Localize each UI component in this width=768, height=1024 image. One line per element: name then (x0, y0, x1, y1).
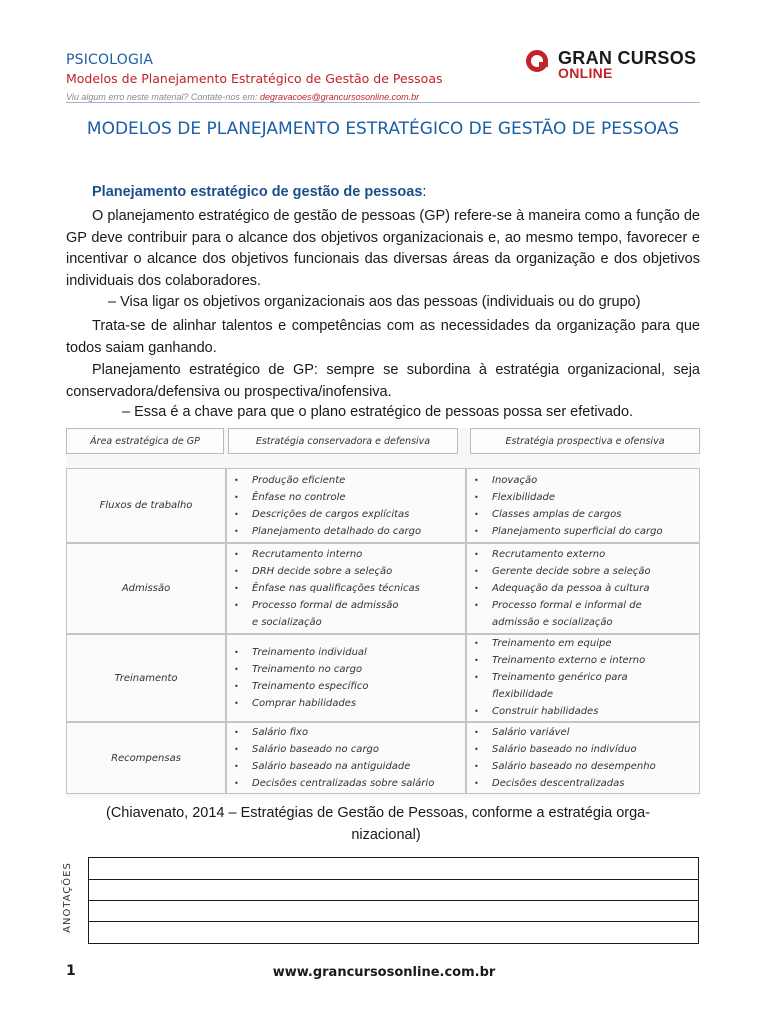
table-header-conservadora: Estratégia conservadora e defensiva (228, 428, 458, 454)
list-item: • Comprar habilidades (230, 695, 369, 712)
list-item: • Classes amplas de cargos (470, 506, 663, 523)
list-item: • Ênfase nas qualificações técnicas (230, 580, 460, 597)
list-item: • Processo formal e informal de admissão e socialização (470, 597, 642, 631)
list-item: • Flexibilidade (470, 489, 663, 506)
list-item: • Inovação (470, 472, 663, 489)
list-item: • Treinamento genérico para flexibilidade (470, 669, 642, 703)
table-caption (106, 803, 692, 846)
list-item: • Planejamento detalhado do cargo (230, 523, 421, 540)
notes-line (89, 900, 698, 901)
list-item: • Decisões descentralizadas (470, 775, 656, 792)
prospectiva-list (470, 472, 663, 540)
conservadora-list (230, 472, 421, 540)
notes-line (89, 879, 698, 880)
area-name: Fluxos de trabalho (99, 500, 193, 511)
prospectiva-list (470, 635, 645, 720)
list-item: • Treinamento em equipe (470, 635, 645, 652)
list-item: • Construir habilidades (470, 703, 645, 720)
section-heading: Planejamento estratégico de gestão de pessoas: (92, 184, 427, 200)
area-name: Admissão (121, 583, 171, 594)
table-header-prospectiva: Estratégia prospectiva e ofensiva (470, 428, 700, 454)
bullet-2: – Essa é a chave para que o plano estratégico de pessoas possa ser efetivado. (122, 404, 634, 420)
list-item: • Produção eficiente (230, 472, 421, 489)
contact-prefix: Viu algum erro neste material? Contate-nos em: (66, 92, 260, 102)
prospectiva-list (470, 724, 656, 792)
paragraph-3: Planejamento estratégico de GP: sempre se subordina à estratégia organizacional, seja conservadora/defensiva ou prospectiva/inofensiva. (66, 362, 700, 400)
list-item: • Treinamento individual (230, 644, 369, 661)
list-item: • Recrutamento externo (470, 546, 698, 563)
list-item: • Decisões centralizadas sobre salário (230, 775, 434, 792)
list-item: • Salário variável (470, 724, 656, 741)
prospectiva-list (470, 546, 698, 631)
notes-line (89, 921, 698, 922)
list-item: • Processo formal de admissão e socialização (230, 597, 402, 631)
page-number: 1 (66, 963, 76, 979)
logo-text-bottom: ONLINE (558, 65, 613, 81)
header-divider (66, 102, 700, 103)
document-title: MODELOS DE PLANEJAMENTO ESTRATÉGICO DE GESTÃO DE PESSOAS (86, 119, 680, 139)
contact-email-link[interactable]: degravacoes@grancursosonline.com.br (259, 92, 420, 102)
list-item: • Salário baseado na antiguidade (230, 758, 434, 775)
page-header (66, 48, 706, 104)
table-row (66, 543, 700, 634)
strategy-table (66, 428, 700, 798)
header-subtitle: Modelos de Planejamento Estratégico de Gestão de Pessoas (66, 71, 443, 86)
table-row (66, 722, 700, 794)
section-heading-text: Planejamento estratégico de gestão de pessoas (92, 184, 423, 200)
list-item: • Gerente decide sobre a seleção (470, 563, 698, 580)
notes-label-text: ANOTAÇÕES (61, 862, 73, 933)
area-name: Recompensas (111, 752, 181, 764)
conservadora-list (230, 546, 460, 631)
list-item: • Treinamento específico (230, 678, 369, 695)
logo-text-top: GRAN CURSOS (558, 48, 697, 68)
gran-cursos-logo (526, 48, 696, 86)
subject-label: PSICOLOGIA (66, 52, 154, 68)
caption-line-1: (Chiavenato, 2014 – Estratégias de Gestão de Pessoas, conforme a estratégia orga- (106, 805, 651, 821)
logo-g-icon (526, 50, 548, 72)
list-item: • Salário baseado no cargo (230, 741, 434, 758)
list-item: • Descrições de cargos explícitas (230, 506, 421, 523)
conservadora-list (230, 644, 369, 712)
list-item: • Recrutamento interno (230, 546, 460, 563)
list-item: • Treinamento externo e interno (470, 652, 645, 669)
list-item: • Planejamento superficial do cargo (470, 523, 663, 540)
paragraph-2: Trata-se de alinhar talentos e competências com as necessidades da organização para que todos saiam ganhando. (66, 318, 700, 356)
list-item: • Treinamento no cargo (230, 661, 369, 678)
contact-line (66, 92, 419, 102)
list-item: • Ênfase no controle (230, 489, 421, 506)
list-item: • Salário baseado no indivíduo (470, 741, 656, 758)
table-row (66, 468, 700, 543)
area-name: Treinamento (114, 672, 178, 684)
conservadora-list (230, 724, 434, 792)
list-item: • Adequação da pessoa à cultura (470, 580, 698, 597)
paragraph-1: O planejamento estratégico de gestão de pessoas (GP) refere-se à maneira como a função de GP deve contribuir para o alcance dos objetivos organizacionais e, ao mesmo tempo, favorecer e incentivar o alcance dos objetivos funcionais das diversas áreas da organização e dos objetivos individuais dos colaboradores. (66, 208, 700, 289)
bullet-1: – Visa ligar os objetivos organizacionais aos das pessoas (individuais ou do grupo) (108, 294, 641, 310)
table-row (66, 634, 700, 722)
footer-url-link[interactable]: www.grancursosonline.com.br (272, 965, 496, 980)
notes-box[interactable] (88, 857, 699, 944)
list-item: • DRH decide sobre a seleção (230, 563, 460, 580)
table-header-area: Área estratégica de GP (66, 428, 224, 454)
list-item: • Salário baseado no desempenho (470, 758, 656, 775)
list-item: • Salário fixo (230, 724, 434, 741)
caption-line-2: nizacional) (351, 826, 421, 843)
